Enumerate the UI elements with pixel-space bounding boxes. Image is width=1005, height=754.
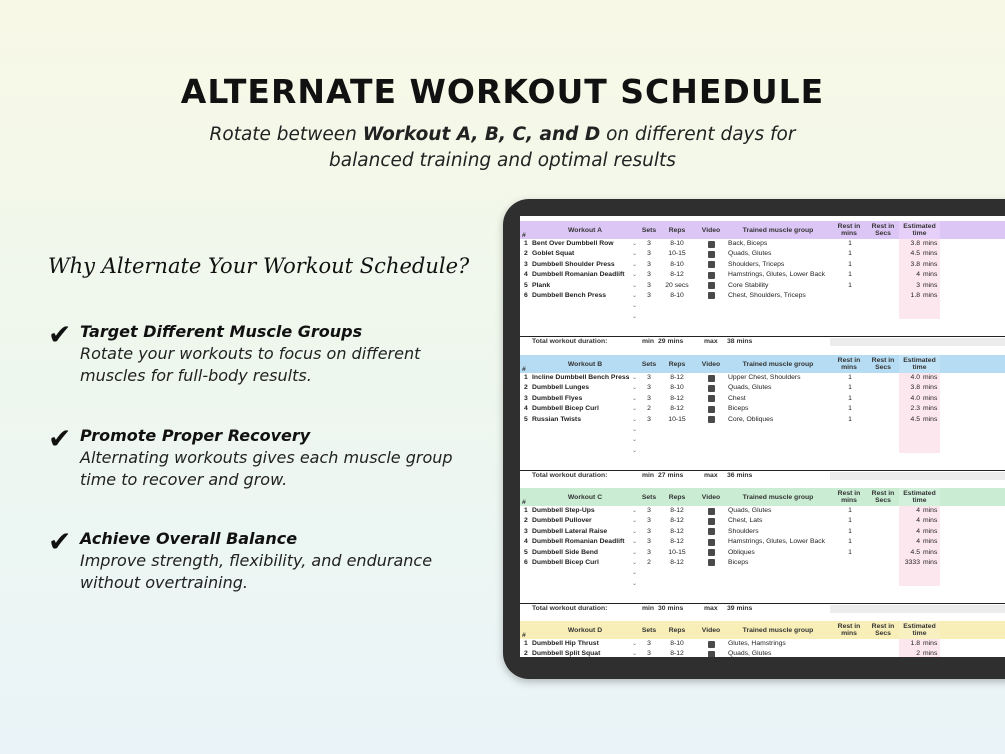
rest-mins-header: Rest in mins <box>837 357 861 371</box>
exercise-dropdown-icon[interactable]: ⌄ <box>632 518 638 525</box>
sets-header: Sets <box>641 626 657 634</box>
estimated-time-value: 4 <box>916 507 920 514</box>
row-number: 3 <box>524 394 528 402</box>
max-label: max <box>704 338 718 346</box>
muscle-group: Chest, Shoulders, Triceps <box>728 291 806 299</box>
row-number: 5 <box>524 281 528 289</box>
subtitle-pre: Rotate between <box>209 124 363 145</box>
reps-value[interactable]: 8-12 <box>670 650 684 657</box>
row-number: 1 <box>524 507 528 514</box>
checkmark-icon: ✔ <box>48 525 72 558</box>
row-number: 4 <box>524 405 528 413</box>
muscle-group: Hamstrings, Glutes, Lower Back <box>728 271 826 279</box>
sets-value[interactable]: 3 <box>647 384 651 392</box>
video-thumbnail-icon[interactable] <box>708 651 715 657</box>
rest-secs-header: Rest in Secs <box>871 623 895 637</box>
exercise-dropdown-icon[interactable]: ⌄ <box>632 385 638 392</box>
rest-mins-value[interactable]: 1 <box>848 384 852 392</box>
reps-value[interactable]: 8-12 <box>670 527 684 535</box>
video-thumbnail-icon[interactable] <box>708 508 715 515</box>
sets-value[interactable]: 3 <box>647 650 651 657</box>
muscle-header: Trained muscle group <box>742 493 814 501</box>
table-row[interactable] <box>520 301 1005 311</box>
workout-block <box>520 488 1005 613</box>
video-thumbnail-icon[interactable] <box>708 385 715 392</box>
sets-value[interactable]: 3 <box>647 271 651 279</box>
sets-value[interactable]: 3 <box>647 281 651 289</box>
sets-value[interactable]: 3 <box>647 415 651 423</box>
muscle-group: Upper Chest, Shoulders <box>728 374 801 381</box>
estimated-time-unit: mins <box>923 507 938 514</box>
page-subtitle <box>0 122 1005 174</box>
benefit-heading: Promote Proper Recovery <box>80 426 311 445</box>
estimated-time-unit: mins <box>923 527 938 535</box>
estimated-time-value: 3 <box>916 281 920 289</box>
muscle-header: Trained muscle group <box>742 626 814 634</box>
total-label: Total workout duration: <box>532 338 608 346</box>
estimate-header: Estimated time <box>899 221 940 239</box>
benefit-description: Rotate your workouts to focus on different muscles for full-body results. <box>80 344 421 385</box>
reps-header: Reps <box>668 226 686 234</box>
exercise-name[interactable]: Dumbbell Shoulder Press <box>532 260 615 268</box>
table-row[interactable] <box>520 394 1005 404</box>
total-row-shade <box>830 472 1005 480</box>
workout-header <box>520 221 1005 239</box>
estimated-time-value: 4 <box>916 271 920 279</box>
video-header: Video <box>701 360 721 368</box>
video-thumbnail-icon[interactable] <box>708 518 715 525</box>
reps-value[interactable]: 8-12 <box>670 271 684 279</box>
reps-header: Reps <box>668 493 686 501</box>
max-label: max <box>704 472 718 480</box>
estimated-time-unit: mins <box>923 384 938 392</box>
reps-header: Reps <box>668 626 686 634</box>
row-number: 3 <box>524 260 528 268</box>
video-thumbnail-icon[interactable] <box>708 395 715 402</box>
estimated-time-value: 4.0 <box>910 374 920 381</box>
estimated-time-unit: mins <box>923 281 938 289</box>
exercise-name[interactable]: Goblet Squat <box>532 250 575 258</box>
rest-secs-header: Rest in Secs <box>871 357 895 371</box>
exercise-dropdown-icon[interactable]: ⌄ <box>632 570 638 577</box>
exercise-name[interactable]: Dumbbell Bench Press <box>532 291 607 299</box>
subtitle-bold: Workout A, B, C, and D <box>362 124 601 145</box>
table-row[interactable] <box>520 568 1005 578</box>
table-row[interactable] <box>520 383 1005 393</box>
rest-mins-value[interactable]: 1 <box>848 260 852 268</box>
sets-value[interactable]: 3 <box>647 394 651 402</box>
sets-value[interactable]: 3 <box>647 640 651 647</box>
workout-name[interactable]: Workout C <box>567 493 603 501</box>
muscle-group: Quads, Glutes <box>728 250 772 258</box>
workout-header <box>520 355 1005 373</box>
estimated-time-unit: mins <box>923 240 938 247</box>
sets-value[interactable]: 3 <box>647 548 651 556</box>
video-thumbnail-icon[interactable] <box>708 251 715 258</box>
exercise-dropdown-icon[interactable]: ⌄ <box>632 447 638 454</box>
exercise-dropdown-icon[interactable]: ⌄ <box>632 559 638 566</box>
hash-header: # <box>522 231 526 239</box>
row-number: 2 <box>524 650 528 657</box>
rest-secs-header: Rest in Secs <box>871 490 895 504</box>
rest-mins-value[interactable]: 1 <box>848 281 852 289</box>
exercise-name[interactable]: Dumbbell Bicep Curl <box>532 558 599 566</box>
max-value: 38 mins <box>727 338 753 346</box>
estimated-time-unit: mins <box>923 394 938 402</box>
exercise-name[interactable]: Dumbbell Split Squat <box>532 650 601 657</box>
estimated-time-value: 4 <box>916 527 920 535</box>
video-thumbnail-icon[interactable] <box>708 241 715 248</box>
exercise-dropdown-icon[interactable]: ⌄ <box>632 508 638 514</box>
exercise-dropdown-icon[interactable]: ⌄ <box>632 251 638 258</box>
table-row[interactable] <box>520 516 1005 526</box>
total-row-shade <box>830 605 1005 613</box>
sets-value[interactable]: 3 <box>647 507 651 514</box>
sets-value[interactable]: 3 <box>647 240 651 247</box>
exercise-dropdown-icon[interactable]: ⌄ <box>632 416 638 423</box>
exercise-dropdown-icon[interactable]: ⌄ <box>632 651 638 657</box>
min-value: 30 mins <box>658 605 684 613</box>
reps-value[interactable]: 10-15 <box>668 250 686 258</box>
rest-mins-value[interactable]: 1 <box>848 517 852 525</box>
table-row[interactable] <box>520 404 1005 414</box>
exercise-dropdown-icon[interactable]: ⌄ <box>632 375 638 381</box>
hash-header: # <box>522 631 526 639</box>
page-title: ALTERNATE WORKOUT SCHEDULE <box>180 72 825 111</box>
estimated-time-unit: mins <box>923 260 938 268</box>
video-header: Video <box>701 626 721 634</box>
checkmark-icon: ✔ <box>48 422 72 455</box>
rest-mins-header: Rest in mins <box>837 490 861 504</box>
exercise-dropdown-icon[interactable]: ⌄ <box>632 406 638 413</box>
sets-header: Sets <box>641 493 657 501</box>
rest-mins-value[interactable]: 1 <box>848 415 852 423</box>
exercise-name[interactable]: Dumbbell Step-Ups <box>532 507 595 514</box>
checkmark-icon: ✔ <box>48 318 72 351</box>
rest-mins-header: Rest in mins <box>837 623 861 637</box>
reps-value[interactable]: 8-10 <box>670 640 684 647</box>
video-thumbnail-icon[interactable] <box>708 406 715 413</box>
estimated-time-value: 2 <box>916 650 920 657</box>
table-row[interactable] <box>520 312 1005 322</box>
exercise-name[interactable]: Dumbbell Lunges <box>532 384 590 392</box>
exercise-dropdown-icon[interactable]: ⌄ <box>632 303 638 310</box>
estimated-time-value: 4 <box>916 517 920 525</box>
row-number: 4 <box>524 538 528 546</box>
exercise-name[interactable]: Dumbbell Bicep Curl <box>532 405 599 413</box>
muscle-group: Shoulders, Triceps <box>728 260 785 268</box>
exercise-dropdown-icon[interactable]: ⌄ <box>632 272 638 279</box>
min-label: min <box>642 605 655 613</box>
min-label: min <box>642 338 655 346</box>
min-value: 27 mins <box>658 472 684 480</box>
subtitle-post: on different days for <box>600 124 796 145</box>
row-number: 2 <box>524 384 528 392</box>
why-heading: Why Alternate Your Workout Schedule? <box>48 254 470 278</box>
max-value: 36 mins <box>727 472 753 480</box>
exercise-name[interactable]: Incline Dumbbell Bench Press <box>532 374 630 381</box>
rest-mins-value[interactable]: 1 <box>848 548 852 556</box>
sets-value[interactable]: 3 <box>647 527 651 535</box>
estimated-time-value: 3.8 <box>910 240 920 247</box>
video-thumbnail-icon[interactable] <box>708 549 715 556</box>
row-number: 4 <box>524 271 528 279</box>
muscle-group: Glutes, Hamstrings <box>728 640 786 647</box>
reps-value[interactable]: 8-10 <box>670 240 684 247</box>
table-row[interactable] <box>520 435 1005 445</box>
muscle-header: Trained muscle group <box>742 360 814 368</box>
exercise-name[interactable]: Dumbbell Romanian Deadlift <box>532 271 625 279</box>
table-row[interactable] <box>520 506 1005 516</box>
workout-header <box>520 488 1005 506</box>
estimated-time-value: 3.8 <box>910 384 920 392</box>
max-value: 39 mins <box>727 605 753 613</box>
exercise-dropdown-icon[interactable]: ⌄ <box>632 426 638 433</box>
workout-block <box>520 621 1005 657</box>
row-number: 2 <box>524 517 528 525</box>
exercise-dropdown-icon[interactable]: ⌄ <box>632 241 638 247</box>
muscle-group: Quads, Glutes <box>728 384 772 392</box>
exercise-name[interactable]: Dumbbell Romanian Deadlift <box>532 538 625 546</box>
max-label: max <box>704 605 718 613</box>
reps-header: Reps <box>668 360 686 368</box>
estimated-time-unit: mins <box>923 538 938 546</box>
sets-value[interactable]: 3 <box>647 538 651 546</box>
rest-mins-value[interactable]: 1 <box>848 405 852 413</box>
exercise-name[interactable]: Dumbbell Hip Thrust <box>532 640 599 647</box>
estimated-time-unit: mins <box>923 650 938 657</box>
exercise-dropdown-icon[interactable]: ⌄ <box>632 282 638 289</box>
muscle-group: Shoulders <box>728 527 759 535</box>
spreadsheet-screen[interactable] <box>520 216 1005 657</box>
benefit-description: Alternating workouts gives each muscle group time to recover and grow. <box>80 448 453 489</box>
sets-header: Sets <box>641 226 657 234</box>
rest-mins-value[interactable]: 1 <box>848 271 852 279</box>
workout-name[interactable]: Workout D <box>567 626 603 634</box>
muscle-group: Chest <box>728 394 746 402</box>
row-number: 1 <box>524 240 528 247</box>
estimated-time-value: 3.8 <box>910 260 920 268</box>
video-thumbnail-icon[interactable] <box>708 559 715 566</box>
estimated-time-unit: mins <box>923 271 938 279</box>
video-header: Video <box>701 226 721 234</box>
row-number: 6 <box>524 558 528 566</box>
rest-mins-value[interactable]: 1 <box>848 250 852 258</box>
workout-name[interactable]: Workout B <box>567 360 603 368</box>
table-row[interactable] <box>520 270 1005 280</box>
muscle-group: Quads, Glutes <box>728 507 772 514</box>
video-thumbnail-icon[interactable] <box>708 539 715 546</box>
sets-value[interactable]: 2 <box>647 405 651 413</box>
estimated-time-value: 4.0 <box>910 394 920 402</box>
exercise-dropdown-icon[interactable]: ⌄ <box>632 539 638 546</box>
muscle-group: Chest, Lats <box>728 517 763 525</box>
rest-mins-value[interactable]: 1 <box>848 240 852 247</box>
estimated-time-value: 4 <box>916 538 920 546</box>
estimated-time-unit: mins <box>923 291 938 299</box>
exercise-dropdown-icon[interactable]: ⌄ <box>632 395 638 402</box>
table-row[interactable] <box>520 579 1005 589</box>
exercise-dropdown-icon[interactable]: ⌄ <box>632 313 638 320</box>
exercise-name[interactable]: Dumbbell Flyes <box>532 394 583 402</box>
muscle-group: Quads, Glutes <box>728 650 772 657</box>
estimated-time-unit: mins <box>923 405 938 413</box>
estimated-time-unit: mins <box>923 640 938 647</box>
estimated-time-unit: mins <box>923 415 938 423</box>
table-row[interactable] <box>520 260 1005 270</box>
reps-value[interactable]: 8-12 <box>670 517 684 525</box>
muscle-group: Hamstrings, Glutes, Lower Back <box>728 538 826 546</box>
sets-value[interactable]: 3 <box>647 250 651 258</box>
exercise-name[interactable]: Plank <box>532 281 551 289</box>
exercise-dropdown-icon[interactable]: ⌄ <box>632 580 638 587</box>
rest-mins-value[interactable]: 1 <box>848 374 852 381</box>
estimated-time-value: 4.5 <box>910 548 920 556</box>
estimated-time-value: 3333 <box>904 558 920 566</box>
exercise-dropdown-icon[interactable]: ⌄ <box>632 261 638 268</box>
exercise-name[interactable]: Russian Twists <box>532 415 581 423</box>
table-row[interactable] <box>520 249 1005 259</box>
sets-value[interactable]: 3 <box>647 517 651 525</box>
table-row[interactable] <box>520 281 1005 291</box>
video-thumbnail-icon[interactable] <box>708 528 715 535</box>
table-row[interactable] <box>520 446 1005 456</box>
estimated-time-value: 4.5 <box>910 415 920 423</box>
sets-value[interactable]: 2 <box>647 558 651 566</box>
exercise-dropdown-icon[interactable]: ⌄ <box>632 292 638 299</box>
estimated-time-value: 1.8 <box>910 291 920 299</box>
table-row[interactable] <box>520 527 1005 537</box>
exercise-dropdown-icon[interactable]: ⌄ <box>632 549 638 556</box>
table-row[interactable] <box>520 415 1005 425</box>
muscle-header: Trained muscle group <box>742 226 814 234</box>
reps-value[interactable]: 8-12 <box>670 507 684 514</box>
row-number: 1 <box>524 374 528 381</box>
sets-value[interactable]: 3 <box>647 374 651 381</box>
reps-value[interactable]: 8-12 <box>670 405 684 413</box>
estimated-time-unit: mins <box>923 558 938 566</box>
exercise-dropdown-icon[interactable]: ⌄ <box>632 641 638 647</box>
workout-name[interactable]: Workout A <box>568 226 602 234</box>
reps-value[interactable]: 8-12 <box>670 394 684 402</box>
estimate-header: Estimated time <box>899 488 940 506</box>
workout-block <box>520 355 1005 480</box>
estimate-header: Estimated time <box>899 355 940 373</box>
exercise-name[interactable]: Dumbbell Pullover <box>532 517 592 525</box>
muscle-group: Back, Biceps <box>728 240 768 247</box>
estimated-time-unit: mins <box>923 548 938 556</box>
total-label: Total workout duration: <box>532 605 608 613</box>
video-thumbnail-icon[interactable] <box>708 261 715 268</box>
rest-mins-header: Rest in mins <box>837 223 861 237</box>
min-label: min <box>642 472 655 480</box>
rest-mins-value[interactable]: 1 <box>848 527 852 535</box>
muscle-group: Biceps <box>728 558 749 566</box>
muscle-group: Biceps <box>728 405 749 413</box>
muscle-group: Obliques <box>728 548 755 556</box>
table-row[interactable] <box>520 558 1005 568</box>
video-thumbnail-icon[interactable] <box>708 375 715 382</box>
row-number: 2 <box>524 250 528 258</box>
estimated-time-unit: mins <box>923 374 938 381</box>
table-row[interactable] <box>520 373 1005 383</box>
exercise-dropdown-icon[interactable]: ⌄ <box>632 528 638 535</box>
rest-mins-value[interactable]: 1 <box>848 394 852 402</box>
estimated-time-value: 1.8 <box>910 640 920 647</box>
table-row[interactable] <box>520 548 1005 558</box>
rest-secs-header: Rest in Secs <box>871 223 895 237</box>
row-number: 6 <box>524 291 528 299</box>
rest-mins-value[interactable]: 1 <box>848 538 852 546</box>
video-thumbnail-icon[interactable] <box>708 272 715 279</box>
sets-value[interactable]: 3 <box>647 260 651 268</box>
reps-value[interactable]: 8-10 <box>670 260 684 268</box>
table-row[interactable] <box>520 639 1005 649</box>
reps-value[interactable]: 8-12 <box>670 538 684 546</box>
estimate-header: Estimated time <box>899 621 940 639</box>
total-row-shade <box>830 338 1005 346</box>
video-thumbnail-icon[interactable] <box>708 292 715 299</box>
row-number: 5 <box>524 548 528 556</box>
table-row[interactable] <box>520 649 1005 657</box>
benefit-heading: Achieve Overall Balance <box>80 529 298 548</box>
table-row[interactable] <box>520 425 1005 435</box>
exercise-name[interactable]: Dumbbell Lateral Raise <box>532 527 608 535</box>
exercise-dropdown-icon[interactable]: ⌄ <box>632 437 638 444</box>
hash-header: # <box>522 498 526 506</box>
estimated-time-value: 4.5 <box>910 250 920 258</box>
benefit-description: Improve strength, flexibility, and endurance without overtraining. <box>80 551 433 592</box>
muscle-group: Core Stability <box>728 281 769 289</box>
reps-value[interactable]: 8-10 <box>670 291 684 299</box>
reps-value[interactable]: 10-15 <box>668 548 686 556</box>
table-row[interactable] <box>520 239 1005 249</box>
row-number: 1 <box>524 640 528 647</box>
min-value: 29 mins <box>658 338 684 346</box>
estimated-time-unit: mins <box>923 517 938 525</box>
hash-header: # <box>522 365 526 373</box>
video-header: Video <box>701 493 721 501</box>
estimated-time-value: 2.3 <box>910 405 920 413</box>
subtitle-line2: balanced training and optimal results <box>329 150 676 171</box>
rest-mins-value[interactable]: 1 <box>848 507 852 514</box>
sets-header: Sets <box>641 360 657 368</box>
row-number: 5 <box>524 415 528 423</box>
sets-value[interactable]: 3 <box>647 291 651 299</box>
benefit-heading: Target Different Muscle Groups <box>80 322 363 341</box>
reps-value[interactable]: 10-15 <box>668 415 686 423</box>
reps-value[interactable]: 8-12 <box>670 558 684 566</box>
exercise-name[interactable]: Bent Over Dumbbell Row <box>532 240 614 247</box>
reps-value[interactable]: 20 secs <box>665 281 689 289</box>
total-label: Total workout duration: <box>532 472 608 480</box>
workout-header <box>520 621 1005 639</box>
reps-value[interactable]: 8-12 <box>670 374 684 381</box>
video-thumbnail-icon[interactable] <box>708 641 715 648</box>
muscle-group: Core, Obliques <box>728 415 774 423</box>
reps-value[interactable]: 8-10 <box>670 384 684 392</box>
table-row[interactable] <box>520 537 1005 547</box>
estimated-time-unit: mins <box>923 250 938 258</box>
exercise-name[interactable]: Dumbbell Side Bend <box>532 548 599 556</box>
video-thumbnail-icon[interactable] <box>708 416 715 423</box>
row-number: 3 <box>524 527 528 535</box>
video-thumbnail-icon[interactable] <box>708 282 715 289</box>
table-row[interactable] <box>520 291 1005 301</box>
workout-block <box>520 221 1005 346</box>
